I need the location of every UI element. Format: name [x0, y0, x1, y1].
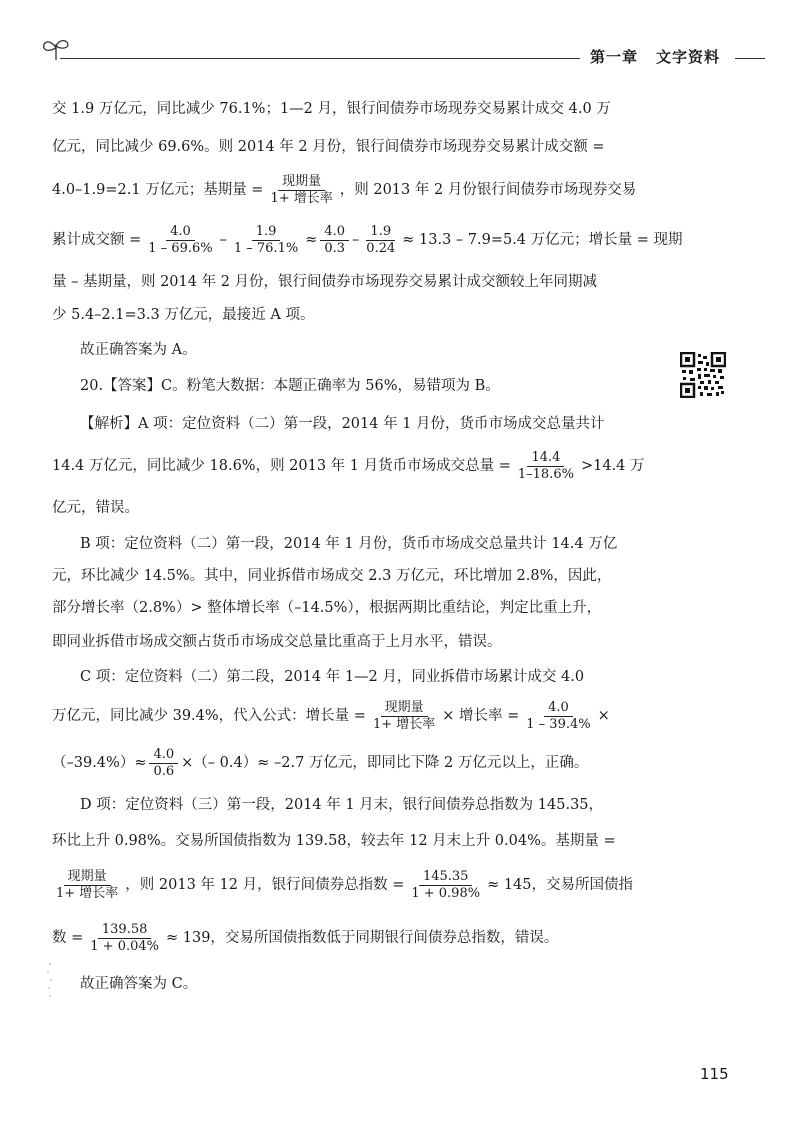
text-run: 亿元，同比减少 69.6%。则 2014 年 2 月份，银行间债券市场现券交易累计成交额 = [52, 139, 605, 155]
analysis-line [52, 404, 662, 444]
numerator: 4.0 [544, 700, 573, 717]
text-line [52, 560, 662, 592]
running-header [590, 46, 738, 67]
text-run: 环比上升 0.98%。交易所国债指数为 139.58，较去年 12 月末上升 0.04%。基期量 = [52, 833, 616, 849]
text-run: 交 1.9 万亿元，同比减少 76.1%；1—2 月，银行间债券市场现券交易累计成交 4.0 万 [52, 101, 611, 117]
text-run: 即同业拆借市场成交额占货币市场成交总量比重高于上月水平，错误。 [52, 634, 502, 650]
text-line [52, 128, 662, 166]
text-run: 元，环比减少 14.5%。其中，同业拆借市场成交 2.3 万亿元，环比增加 2.8%，因此， [52, 568, 612, 584]
denominator: 1–18.6% [517, 466, 574, 482]
text-line [52, 694, 662, 738]
text-run: 【解析】A 项：定位资料（二）第一段，2014 年 1 月份，货币市场成交总量共计 [80, 416, 605, 432]
fraction [407, 869, 484, 902]
text-run: 14.4 万亿元，同比减少 18.6%，则 2013 年 1 月货币市场成交总量 = [52, 458, 511, 474]
numerator: 现期量 [278, 174, 325, 191]
fraction [86, 922, 163, 955]
fraction [522, 700, 594, 733]
chapter-label: 第一章 [590, 48, 639, 66]
text-run: 亿元，错误。 [52, 500, 139, 516]
header-rule-right [735, 58, 765, 59]
denominator: 1 + 0.98% [411, 885, 481, 901]
text-run: × 增长率 = [442, 708, 520, 724]
text-run: ，则 2013 年 2 月份银行间债券市场现券交易 [339, 182, 637, 198]
header-rule-left [60, 58, 580, 59]
section-label: 文字资料 [656, 48, 721, 66]
text-run: D 项：定位资料（三）第一段，2014 年 1 月末，银行间债券总指数为 145.35， [80, 797, 604, 813]
numerator: 4.0 [166, 224, 195, 241]
text-run: 部分增长率（2.8%）> 整体增长率（–14.5%），根据两期比重结论，判定比重上升， [52, 600, 602, 616]
text-line [52, 966, 662, 1002]
text-line [52, 528, 662, 560]
text-line [52, 298, 662, 332]
text-line [52, 860, 662, 910]
denominator: 0.24 [366, 240, 396, 256]
text-run: × [597, 708, 610, 724]
denominator: 0.6 [153, 763, 175, 779]
text-line [52, 660, 662, 694]
numerator: 4.0 [149, 747, 178, 764]
fraction [149, 747, 178, 780]
text-run: ×（– 0.4）≈ –2.7 万亿元，即同比下降 2 万亿元以上，正确。 [181, 755, 589, 771]
text-run: ，则 2013 年 12 月，银行间债券总指数 = [125, 877, 405, 893]
answer-line [52, 368, 662, 404]
text-run: 数 = [52, 930, 84, 946]
operator: – [352, 232, 360, 248]
numerator: 1.9 [252, 224, 281, 241]
text-run: C 项：定位资料（二）第二段，2014 年 1—2 月，同业拆借市场累计成交 4.0 [80, 669, 585, 685]
numerator: 145.35 [419, 869, 473, 886]
numerator: 1.9 [366, 224, 395, 241]
text-line [52, 332, 662, 368]
text-run: B 项：定位资料（二）第一段，2014 年 1 月份，货币市场成交总量共计 14.4 万亿 [80, 536, 618, 552]
text-run: ≈ 139，交易所国债指数低于同期银行间债券总指数，错误。 [166, 930, 559, 946]
denominator: 1 – 39.4% [526, 716, 591, 732]
denominator: 1+ 增长率 [270, 190, 333, 206]
numerator: 现期量 [64, 869, 111, 886]
fraction [230, 224, 302, 257]
text-line [52, 488, 662, 528]
text-line [52, 822, 662, 860]
text-line [52, 90, 662, 128]
operator: ≈ [305, 232, 318, 248]
text-line [52, 214, 683, 266]
text-line [52, 444, 662, 488]
denominator: 1 – 69.6% [148, 240, 213, 256]
fraction [369, 700, 439, 733]
fraction [514, 450, 578, 483]
scan-speckle [40, 960, 60, 1000]
text-run: 故正确答案为 A。 [80, 342, 197, 358]
text-run: 故正确答案为 C。 [80, 976, 198, 992]
operator: – [219, 232, 227, 248]
text-line [52, 592, 662, 624]
denominator: 1+ 增长率 [372, 716, 436, 732]
text-run: >14.4 万 [580, 458, 645, 474]
numerator: 139.58 [98, 922, 152, 939]
fraction [52, 869, 122, 902]
text-run: 万亿元，同比减少 39.4%，代入公式：增长量 = [52, 708, 366, 724]
text-line [52, 788, 662, 822]
denominator: 1 + 0.04% [90, 938, 159, 954]
fraction [266, 174, 336, 207]
numerator: 14.4 [527, 450, 564, 467]
fraction [144, 224, 216, 257]
denominator: 1+ 增长率 [56, 885, 119, 901]
page-body [52, 90, 683, 1002]
text-run: 4.0–1.9=2.1 万亿元；基期量 = [52, 182, 264, 198]
fraction [320, 224, 349, 257]
text-line [52, 166, 662, 214]
text-run: 量 – 基期量，则 2014 年 2 月份，银行间债券市场现券交易累计成交额较上年同期减 [52, 274, 598, 290]
text-run: 20.【答案】C。粉笔大数据：本题正确率为 56%，易错项为 B。 [80, 378, 500, 394]
denominator: 0.3 [324, 240, 346, 256]
page-number: 115 [700, 1065, 729, 1083]
text-run: ≈ 13.3 – 7.9=5.4 万亿元；增长量 = 现期 [402, 232, 683, 248]
text-run: 累计成交额 = [52, 232, 142, 248]
text-run: （–39.4%）≈ [52, 755, 147, 771]
qr-code-icon [680, 352, 726, 398]
text-run: 少 5.4–2.1=3.3 万亿元，最接近 A 项。 [52, 307, 315, 323]
numerator: 4.0 [320, 224, 349, 241]
text-run: ≈ 145，交易所国债指 [487, 877, 634, 893]
text-line [52, 910, 662, 966]
text-line [52, 266, 662, 298]
text-line [52, 738, 662, 788]
fraction [362, 224, 399, 257]
denominator: 1 – 76.1% [233, 240, 299, 256]
numerator: 现期量 [381, 700, 428, 717]
text-line [52, 624, 662, 660]
